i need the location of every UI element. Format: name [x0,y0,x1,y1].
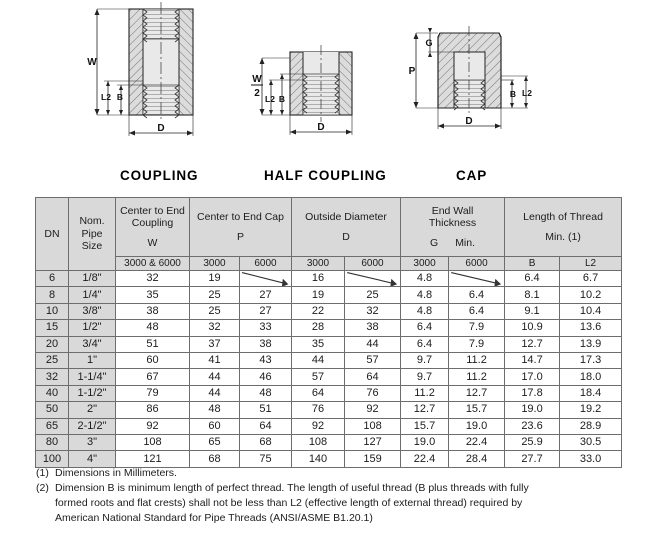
cell-d3000: 19 [292,287,345,303]
cell-w: 60 [116,352,190,368]
label-B: B [116,92,124,102]
cell-w: 51 [116,336,190,352]
label-L2: L2 [265,94,275,104]
table-row [36,336,622,352]
cell-b: 17.8 [505,385,560,401]
label-B: B [509,89,517,99]
label-D: D [317,122,325,133]
cell-d3000: 76 [292,402,345,418]
ewt-line1: End Wall [431,204,474,217]
col-header-outside-diameter [292,198,401,257]
ewt-line2: Thickness [428,217,477,230]
technical-drawings-panel [0,0,649,160]
subheader-p-6000: 6000 [240,257,292,271]
cell-w: 108 [116,434,190,450]
cell-g3000: 9.7 [401,352,449,368]
cell-p6000: 75 [240,451,292,467]
coupling-drawing [62,2,252,157]
col-header-center-to-end-cap [190,198,292,257]
cell-p3000: 25 [190,303,240,319]
cell-p3000: 25 [190,287,240,303]
nps-line3: Size [81,240,103,253]
footnote-1-text: Dimensions in Millimeters. [55,467,177,479]
cell-nps: 3" [69,434,116,450]
col-header-end-wall-thickness [401,198,505,257]
cell-d6000: 32 [345,303,401,319]
cell-p3000: 41 [190,352,240,368]
cell-g3000: 11.2 [401,385,449,401]
cell-dn: 6 [36,271,69,287]
cell-g6000: 12.7 [449,385,505,401]
nps-line1: Nom. [79,215,105,228]
cell-p3000: 60 [190,418,240,434]
cell-l2: 6.7 [560,271,622,287]
cell-g6000: 28.4 [449,451,505,467]
cell-l2: 33.0 [560,451,622,467]
cell-d6000: 127 [345,434,401,450]
cell-d3000: 140 [292,451,345,467]
cell-p6000: 46 [240,369,292,385]
label-L2: L2 [522,88,532,98]
header-row-groups [36,198,622,257]
table-row [36,303,622,319]
cell-b: 10.9 [505,320,560,336]
nps-line2: Pipe [81,227,103,240]
cell-g3000: 12.7 [401,402,449,418]
subheader-w-3000-6000: 3000 & 6000 [116,257,190,271]
table-row [36,385,622,401]
cell-w: 35 [116,287,190,303]
cell-g3000: 6.4 [401,336,449,352]
cell-g6000: 7.9 [449,336,505,352]
cell-nps: 1/4" [69,287,116,303]
table-row [36,418,622,434]
subheader-d-3000: 3000 [292,257,345,271]
cell-l2: 18.4 [560,385,622,401]
cell-b: 27.7 [505,451,560,467]
cell-dn: 100 [36,451,69,467]
ctec-line1: Center to End [120,204,185,217]
cell-b: 12.7 [505,336,560,352]
header-row-subheaders [36,257,622,271]
cell-g6000: 11.2 [449,369,505,385]
cell-p6000: 43 [240,352,292,368]
cell-g3000: 4.8 [401,271,449,287]
subheader-d-6000: 6000 [345,257,401,271]
cell-b: 14.7 [505,352,560,368]
cell-d3000: 44 [292,352,345,368]
cell-d3000: 64 [292,385,345,401]
caption-half-coupling: HALF COUPLING [264,168,387,183]
label-D: D [465,116,473,127]
footnote-2 [36,481,636,526]
ewt-symbol: G [430,236,439,249]
cell-dn: 20 [36,336,69,352]
cell-l2: 30.5 [560,434,622,450]
subheader-p-3000: 3000 [190,257,240,271]
cell-p3000: 37 [190,336,240,352]
cell-nps: 1-1/2" [69,385,116,401]
cell-dn: 32 [36,369,69,385]
cell-d3000: 108 [292,434,345,450]
cell-l2: 18.0 [560,369,622,385]
subheader-l2: L2 [560,257,622,271]
col-header-dn [36,198,69,271]
label-W: W [87,57,97,68]
cell-dn: 15 [36,320,69,336]
cell-w: 92 [116,418,190,434]
cell-b: 8.1 [505,287,560,303]
cell-p6000-not-applicable [240,271,292,287]
cell-g6000: 11.2 [449,352,505,368]
label-L2: L2 [101,92,111,102]
cell-d3000: 35 [292,336,345,352]
cell-p6000: 38 [240,336,292,352]
cell-p6000: 64 [240,418,292,434]
cell-dn: 10 [36,303,69,319]
cell-d6000: 159 [345,451,401,467]
label-B: B [278,94,286,104]
ewt-symbol2: Min. [455,236,476,249]
table-row [36,402,622,418]
cell-d3000: 92 [292,418,345,434]
cell-d6000: 25 [345,287,401,303]
footnote-2-line2: formed roots and flat crests) shall not be less than L2 (effective length of external thread) required by [55,496,523,509]
cell-g6000: 7.9 [449,320,505,336]
cell-g6000: 19.0 [449,418,505,434]
cell-g3000: 15.7 [401,418,449,434]
cell-p3000: 48 [190,402,240,418]
label-2: 2 [254,88,260,99]
cell-w: 121 [116,451,190,467]
cell-nps: 1" [69,352,116,368]
footnote-1-mark: (1) [36,467,49,479]
cell-g3000: 22.4 [401,451,449,467]
subheader-b: B [505,257,560,271]
cell-p3000: 19 [190,271,240,287]
col-header-dn-label: DN [44,227,60,240]
cell-p3000: 44 [190,385,240,401]
cell-p6000: 51 [240,402,292,418]
cell-p6000: 48 [240,385,292,401]
cell-l2: 13.9 [560,336,622,352]
cell-g3000: 6.4 [401,320,449,336]
label-G: G [425,38,433,48]
cell-b: 23.6 [505,418,560,434]
cell-nps: 2" [69,402,116,418]
cell-nps: 1-1/4" [69,369,116,385]
cell-d3000: 57 [292,369,345,385]
cell-nps: 3/4" [69,336,116,352]
lot-line1: Length of Thread [523,211,603,224]
footnote-2-mark: (2) [36,481,49,494]
cell-l2: 10.2 [560,287,622,303]
cell-nps: 3/8" [69,303,116,319]
footnote-2-body [55,481,636,526]
cell-d6000-not-applicable [345,271,401,287]
label-D: D [157,123,165,134]
cell-g3000: 4.8 [401,287,449,303]
cell-d3000: 28 [292,320,345,336]
cell-p3000: 65 [190,434,240,450]
cell-dn: 80 [36,434,69,450]
cell-d6000: 44 [345,336,401,352]
cell-w: 79 [116,385,190,401]
subheader-g-3000: 3000 [401,257,449,271]
col-header-nominal-pipe-size [69,198,116,271]
cell-g3000: 9.7 [401,369,449,385]
lot-symbol: Min. (1) [545,230,581,243]
cell-nps: 2-1/2" [69,418,116,434]
cell-b: 25.9 [505,434,560,450]
label-W: W [252,74,262,85]
cell-w: 48 [116,320,190,336]
od-line1: Outside Diameter [305,211,387,224]
ctec-line2: Coupling [131,217,174,230]
table-row [36,320,622,336]
cell-dn: 25 [36,352,69,368]
subheader-g-6000: 6000 [449,257,505,271]
cell-w: 38 [116,303,190,319]
dimensions-table-container [35,197,621,468]
half-coupling-svg [238,12,398,152]
table-row [36,287,622,303]
cap-svg [404,4,594,152]
drawing-captions [0,168,649,190]
cell-l2: 13.6 [560,320,622,336]
caption-cap: CAP [456,168,488,183]
cap-drawing [404,4,594,157]
table-row [36,369,622,385]
table-body [36,271,622,468]
table-row [36,271,622,287]
dimensions-table [35,197,622,468]
cell-dn: 50 [36,402,69,418]
cell-g6000: 6.4 [449,287,505,303]
cell-l2: 19.2 [560,402,622,418]
cell-b: 17.0 [505,369,560,385]
cell-d6000: 92 [345,402,401,418]
cell-dn: 40 [36,385,69,401]
footnote-2-line3: American National Standard for Pipe Threads (ANSI/ASME B1.20.1) [55,511,373,524]
cell-d3000: 16 [292,271,345,287]
cell-l2: 28.9 [560,418,622,434]
label-P: P [408,66,416,77]
cell-w: 67 [116,369,190,385]
cell-l2: 10.4 [560,303,622,319]
cell-g3000: 19.0 [401,434,449,450]
cell-d6000: 38 [345,320,401,336]
cell-w: 86 [116,402,190,418]
table-row [36,352,622,368]
ctecap-line1: Center to End Cap [197,211,284,224]
col-header-center-to-end-coupling [116,198,190,257]
cell-g3000: 4.8 [401,303,449,319]
cell-p6000: 27 [240,303,292,319]
cell-dn: 65 [36,418,69,434]
cell-g6000-not-applicable [449,271,505,287]
cell-d6000: 76 [345,385,401,401]
footnote-2-line1: Dimension B is minimum length of perfect thread. The length of useful thread (B plus threads with fully [55,481,529,494]
cell-g6000: 6.4 [449,303,505,319]
cell-b: 6.4 [505,271,560,287]
table-header [36,198,622,271]
cell-l2: 17.3 [560,352,622,368]
cell-p3000: 32 [190,320,240,336]
cell-p6000: 27 [240,287,292,303]
table-row [36,451,622,467]
cell-d3000: 22 [292,303,345,319]
col-header-length-of-thread [505,198,622,257]
ctecap-symbol: P [236,230,244,243]
cell-d6000: 108 [345,418,401,434]
cell-g6000: 22.4 [449,434,505,450]
cell-b: 19.0 [505,402,560,418]
coupling-svg [62,2,252,152]
cell-b: 9.1 [505,303,560,319]
cell-d6000: 57 [345,352,401,368]
cell-p3000: 44 [190,369,240,385]
caption-coupling: COUPLING [120,168,199,183]
footnote-1 [36,466,636,481]
cell-p6000: 33 [240,320,292,336]
cell-nps: 1/2" [69,320,116,336]
table-row [36,434,622,450]
cell-nps: 4" [69,451,116,467]
cell-d6000: 64 [345,369,401,385]
ctec-symbol: W [147,236,158,249]
half-coupling-drawing [238,12,398,157]
cell-p6000: 68 [240,434,292,450]
cell-nps: 1/8" [69,271,116,287]
od-symbol: D [342,230,350,243]
cell-g6000: 15.7 [449,402,505,418]
cell-p3000: 68 [190,451,240,467]
cell-dn: 8 [36,287,69,303]
footnotes [36,466,636,526]
cell-w: 32 [116,271,190,287]
